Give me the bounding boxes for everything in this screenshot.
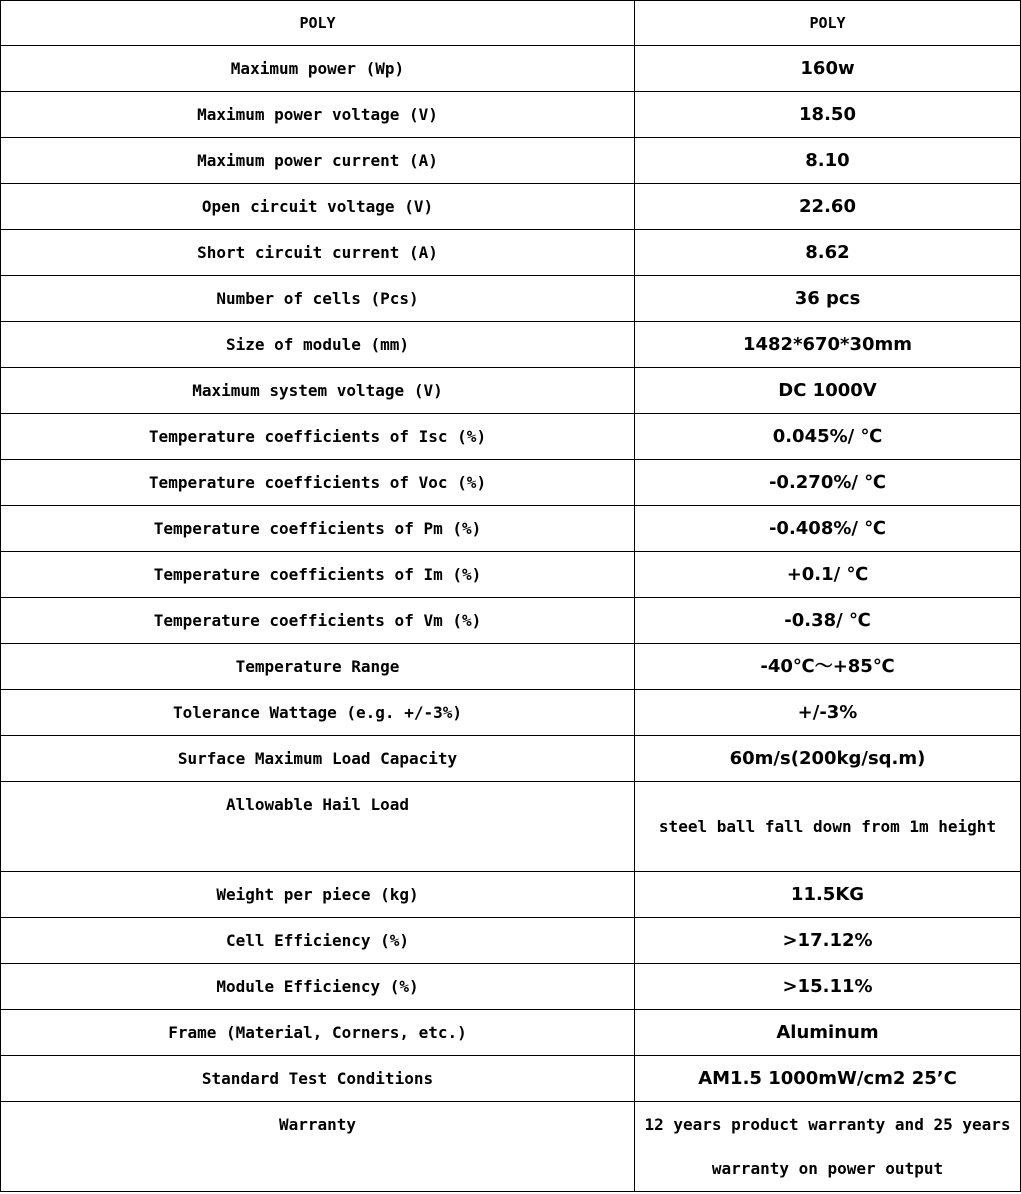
row-label: Short circuit current (A) [1, 230, 635, 276]
row-value: AM1.5 1000mW/cm2 25’C [635, 1056, 1021, 1102]
table-row [1, 322, 1021, 368]
header-label-cell: POLY [1, 1, 635, 46]
table-row [1, 414, 1021, 460]
row-label: Temperature coefficients of Isc (%) [1, 414, 635, 460]
row-value: -0.270%/ ℃ [635, 460, 1021, 506]
row-value: 1482*670*30mm [635, 322, 1021, 368]
row-value: 0.045%/ ℃ [635, 414, 1021, 460]
table-row [1, 1010, 1021, 1056]
row-value: 8.10 [635, 138, 1021, 184]
row-label: Temperature coefficients of Voc (%) [1, 460, 635, 506]
table-row [1, 782, 1021, 872]
row-label: Cell Efficiency (%) [1, 918, 635, 964]
table-row [1, 276, 1021, 322]
table-row [1, 230, 1021, 276]
table-row [1, 598, 1021, 644]
row-value: +/-3% [635, 690, 1021, 736]
table-row [1, 690, 1021, 736]
row-value: >15.11% [635, 964, 1021, 1010]
row-label: Number of cells (Pcs) [1, 276, 635, 322]
table-row [1, 460, 1021, 506]
row-label: Temperature coefficients of Vm (%) [1, 598, 635, 644]
row-label: Temperature Range [1, 644, 635, 690]
header-value-cell: POLY [635, 1, 1021, 46]
row-value: >17.12% [635, 918, 1021, 964]
table-row [1, 964, 1021, 1010]
row-label: Maximum power voltage (V) [1, 92, 635, 138]
row-label: Weight per piece (kg) [1, 872, 635, 918]
row-label: Module Efficiency (%) [1, 964, 635, 1010]
row-label: Warranty [1, 1102, 635, 1192]
table-row [1, 872, 1021, 918]
table-row [1, 506, 1021, 552]
table-row [1, 138, 1021, 184]
table-row [1, 644, 1021, 690]
table-row [1, 46, 1021, 92]
table-row [1, 184, 1021, 230]
row-label: Temperature coefficients of Pm (%) [1, 506, 635, 552]
row-value: 12 years product warranty and 25 years warranty on power output [635, 1102, 1021, 1192]
row-label: Maximum power (Wp) [1, 46, 635, 92]
row-label: Surface Maximum Load Capacity [1, 736, 635, 782]
table-header-row [1, 1, 1021, 46]
row-value: 18.50 [635, 92, 1021, 138]
row-label: Tolerance Wattage (e.g. +/-3%) [1, 690, 635, 736]
row-label: Open circuit voltage (V) [1, 184, 635, 230]
row-value: Aluminum [635, 1010, 1021, 1056]
row-value: DC 1000V [635, 368, 1021, 414]
row-value: 160w [635, 46, 1021, 92]
row-value: 8.62 [635, 230, 1021, 276]
row-label: Frame (Material, Corners, etc.) [1, 1010, 635, 1056]
table-row [1, 1056, 1021, 1102]
table-row [1, 92, 1021, 138]
table-row [1, 368, 1021, 414]
row-value: steel ball fall down from 1m height [635, 782, 1021, 872]
row-value: +0.1/ ℃ [635, 552, 1021, 598]
row-value: 60m/s(200kg/sq.m) [635, 736, 1021, 782]
row-value: -0.38/ ℃ [635, 598, 1021, 644]
row-value: -0.408%/ ℃ [635, 506, 1021, 552]
row-value: 36 pcs [635, 276, 1021, 322]
table-row [1, 552, 1021, 598]
row-value: 22.60 [635, 184, 1021, 230]
row-label: Maximum system voltage (V) [1, 368, 635, 414]
row-label: Standard Test Conditions [1, 1056, 635, 1102]
row-label: Size of module (mm) [1, 322, 635, 368]
row-value: 11.5KG [635, 872, 1021, 918]
table-row [1, 1102, 1021, 1192]
row-label: Temperature coefficients of Im (%) [1, 552, 635, 598]
row-label: Maximum power current (A) [1, 138, 635, 184]
row-value: -40℃～+85℃ [635, 644, 1021, 690]
table-row [1, 918, 1021, 964]
row-label: Allowable Hail Load [1, 782, 635, 872]
table-row [1, 736, 1021, 782]
